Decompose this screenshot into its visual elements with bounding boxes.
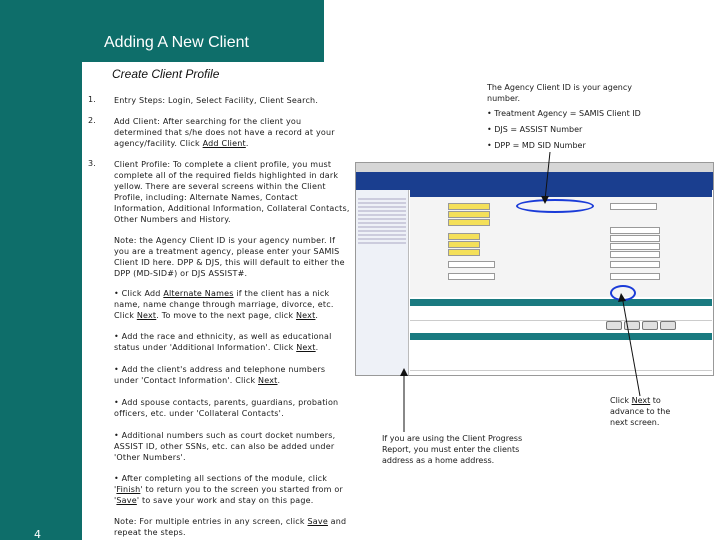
form-button[interactable] [660, 321, 676, 330]
app-sidebar [356, 190, 409, 375]
step-text [114, 116, 346, 149]
progress-report-callout: If you are using the Client Progress Report, you must enter the clients address as a home address. [382, 434, 523, 465]
required-field[interactable] [448, 249, 480, 256]
bullet-text: . [315, 311, 319, 320]
next-link[interactable]: Next [258, 376, 278, 385]
form-field[interactable] [610, 227, 660, 234]
form-field[interactable] [610, 261, 660, 268]
bullet-other-numbers: • Additional numbers such as court docket numbers, ASSIST ID, other SSNs, etc. can also be added under 'Other Numbers'. [114, 431, 336, 462]
slide-subtitle: Create Client Profile [112, 67, 220, 81]
bullet-text: • Add the race and ethnicity, as well as educational status under 'Additional Information'. Click [114, 332, 332, 352]
addresses-band [410, 333, 712, 340]
agency-id-callout: The Agency Client ID is your agency number. [487, 83, 632, 103]
step-number: 3. [88, 159, 96, 168]
step-text-part: . [245, 139, 249, 148]
next-link[interactable]: Next [631, 396, 651, 405]
form-field[interactable] [610, 251, 660, 258]
bullet-alternate-names [114, 288, 350, 321]
required-field[interactable] [448, 203, 490, 210]
form-header [410, 190, 712, 197]
form-button[interactable] [624, 321, 640, 330]
agency-client-id-field[interactable] [610, 203, 657, 210]
bullet-contact-info [114, 364, 350, 386]
form-button[interactable] [642, 321, 658, 330]
addresses-grid [410, 340, 712, 371]
bullet-finish-save [114, 473, 350, 506]
form-field[interactable] [448, 261, 495, 268]
save-link[interactable]: Save [116, 496, 137, 505]
bullet-text: ' to save your work and stay on this page. [136, 496, 314, 505]
form-field[interactable] [610, 273, 660, 280]
page-number: 4 [34, 528, 41, 541]
note-text: and repeat the steps. [114, 517, 347, 537]
step-number: 2. [88, 116, 96, 125]
agency-id-highlight [516, 199, 594, 213]
next-link[interactable]: Next [296, 343, 316, 352]
client-profile-screenshot [355, 162, 714, 376]
save-link[interactable]: Save [307, 517, 328, 526]
form-field[interactable] [448, 273, 495, 280]
next-button-highlight [610, 285, 636, 301]
form-field[interactable] [610, 243, 660, 250]
required-field[interactable] [448, 219, 490, 226]
next-callout [610, 395, 676, 428]
bullet-text: • Add the client's address and telephone numbers under 'Contact Information'. Click [114, 365, 326, 385]
bullet-text: • Click Add [114, 289, 164, 298]
alternate-names-band [410, 299, 712, 306]
finish-link[interactable]: Finish [116, 485, 141, 494]
djs-callout: • DJS = ASSIST Number [487, 125, 583, 134]
callout-text: to advance to the next screen. [610, 396, 671, 427]
note-text: Note: For multiple entries in any screen, click [114, 517, 308, 526]
browser-address-bar [356, 163, 713, 172]
next-link[interactable]: Next [136, 311, 157, 320]
bullet-text: if the client has a nick name, name change through marriage, divorce, etc. Click [114, 289, 334, 320]
step-number: 1. [88, 95, 96, 104]
alternate-names-link[interactable]: Alternate Names [163, 289, 234, 298]
add-client-link[interactable]: Add Client [202, 139, 246, 148]
step-text: Entry Steps: Login, Select Facility, Client Search. [114, 96, 319, 105]
alternate-names-grid [410, 306, 712, 321]
callout-text: Click [610, 396, 632, 405]
form-field[interactable] [610, 235, 660, 242]
multiple-entries-note [114, 516, 350, 538]
next-link[interactable]: Next [295, 311, 316, 320]
agency-id-note: Note: the Agency Client ID is your agency number. If you are a treatment agency, please enter your SAMIS Client ID here. DPP & DJS, this will default to either the DPP (MD-SID#) or DJS ASSIST#. [114, 236, 345, 278]
treatment-callout: • Treatment Agency = SAMIS Client ID [487, 109, 641, 118]
bullet-text: • After completing all sections of the module, click ' [114, 474, 328, 494]
step-text: Client Profile: To complete a client profile, you must complete all of the required fields highlighted in dark yellow. There are several screens within the Client Profile, including: Alternate Names, Contact Information, Additional Information, Collateral Contacts, Other Numbers and History. [114, 160, 350, 224]
page-title: Adding A New Client [104, 34, 249, 51]
left-bar [0, 62, 82, 540]
bullet-collateral-contacts: • Add spouse contacts, parents, guardians, probation officers, etc. under 'Collateral Contacts'. [114, 398, 339, 418]
bullet-text: . [315, 343, 319, 352]
bullet-text: . To move to the next page, click [156, 311, 296, 320]
required-field[interactable] [448, 211, 490, 218]
form-button[interactable] [606, 321, 622, 330]
app-banner [356, 172, 713, 190]
bullet-text: . [277, 376, 281, 385]
header-bar [0, 0, 324, 62]
dpp-callout: • DPP = MD SID Number [487, 141, 586, 150]
bullet-additional-info [114, 331, 350, 353]
required-field[interactable] [448, 233, 480, 240]
bullet-text: ' to return you to the screen you started from or ' [114, 485, 343, 505]
step-text-part: Add Client: After searching for the client you determined that s/he does not have a record at your agency/facility. Click [114, 117, 335, 148]
required-field[interactable] [448, 241, 480, 248]
